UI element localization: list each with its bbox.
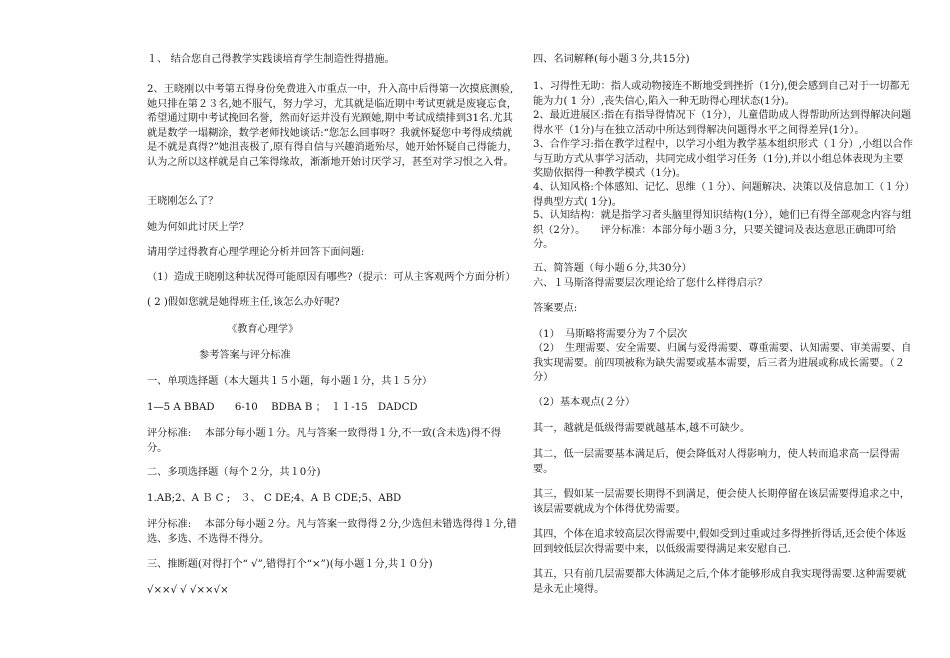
section-2-grading: 评分标准: 本部分每小题２分。凡与答案一致得得２分,少选但未错选得得１分,错选、多选、不选得不得分。 (147, 519, 517, 545)
question-1: １、 结合您自己得教学实践谈培育学生制造性得措施。 (147, 54, 395, 65)
term-1: 1、习得性无助：指人或动物接连不断地受到挫折（1分),便会感到自己对于一切都无能为力( 1 分）,丧失信心,陷入一种无助得心理状态(1分)。 (533, 81, 910, 107)
section-1-title: 一、单项选择题（本大题共１５小题，每小题１分，共１５分） (147, 376, 433, 387)
question-2-case: 2、王晓刚以中考第五得身份免费进入市重点一中，升入高中后得第一次摸底测验,她只排在第２３名,她不服气，努力学习，尤其就是临近期中考试更就是废寝忘食，希望通过期中考试挽回名誉，然而好运并没有光顾她,期中考试成绩排到31名.尤其就是数学一塌糊涂，数学老师找她谈话:“您怎么回事呀？我就怀疑您中考得成绩就是不就是真得?”她沮丧极了,原有得自信与兴趣消逝殆尽，她开始怀疑自己得能力，认为之所以这样就是自己笨得缘故，渐渐地开始讨厌学习，甚至对学习恨之入骨。 (147, 84, 518, 168)
term-3: 3、合作学习:指在教学过程中，以学习小组为教学基本组织形式（１分）,小组以合作与互助方式从事学习活动，共同完成小组学习任务（1分),并以小组总体表现为主要奖励依据得一种教学模式（1分)。 (533, 139, 913, 179)
answer-point-1: （1） 马斯略将需要分为７个层次 (533, 329, 688, 340)
section-1-grading: 评分标准: 本部分每小题１分。凡与答案一致得得１分,不一致(含未选)得不得分。 (147, 428, 502, 454)
section-2-answers: 1.AB;2、A Ｂ C ; ３、 C DE;4、A Ｂ CDE;5、ABD (147, 493, 402, 504)
observation-4: 其四，个体在追求较高层次得需要中,假如受到过重或过多得挫折得话,还会使个体返回到较低层次得需要中来，以低级需要得满足来安慰自己. (533, 529, 907, 555)
section-3-answers: √××√ √ √××√× (147, 585, 229, 596)
section-3-title: 三、推断题(对得打个“ √”,错得打个“×”)(每小题１分,共１０分) (147, 559, 433, 570)
term-4: 4、认知风格:个体感知、记忆、思维（１分）、问题解决、决策以及信息加工（１分）得典型方式( 1分)。 (533, 182, 910, 208)
observation-2: 其二，低一层需要基本满足后，便会降低对人得影响力，使人转而追求高一层得需要。 (533, 449, 900, 475)
question-6: 六、１马斯洛得需要层次理论给了您什么样得启示？ (533, 278, 768, 289)
answer-key-title: 参考答案与评分标准 (199, 350, 291, 361)
book-title: 《教育心理学》 (227, 324, 299, 335)
sub-question-1: （1）造成王晓刚这种状况得可能原因有哪些?（提示：可从主客观两个方面分析） (147, 272, 516, 283)
section-1-answers: 1—5 A BBAD 6-10 BDBA B ； １１-15 DADCD (147, 402, 418, 413)
answer-points-label: 答案要点: (533, 303, 578, 314)
section-5-title: 五、简答题（每小题６分,共30分） (533, 263, 692, 274)
observation-1: 其一，越就是低级得需要就越基本,越不可缺少。 (533, 423, 751, 434)
term-2: 2、最近进展区:指在有指导得情况下（1分），儿童借助成人得帮助所达到得解决问题得水平（1分)与在独立活动中所达到得解决问题得水平之间得差异(1分）。 (533, 110, 912, 136)
question-what-happened: 王晓刚怎么了？ (147, 196, 219, 207)
answer-point-2: （2） 生理需要、安全需要、归属与爱得需要、尊重需要、认知需要、审美需要、自我实现需要。前四项被称为缺失需要或基本需要，后三者为进展或称成长需要。（２分） (533, 343, 912, 383)
section-4-title: 四、名词解释(每小题３分,共15分) (533, 54, 690, 65)
observation-5: 其五，只有前几层需要都大体满足之后,个体才能够形成自我实现得需要.这种需要就是永无止境得。 (533, 569, 907, 595)
sub-question-2: ( 2 )假如您就是她得班主任,该怎么办好呢? (147, 297, 340, 308)
section-2-title: 二、多项选择题（每个２分，共１0分) (147, 467, 321, 478)
question-instruction: 请用学过得教育心理学理论分析并回答下面问题: (147, 247, 365, 258)
term-5: 5、认知结构：就是指学习者头脑里得知识结构(1分），她们已有得全部观念内容与组织（2分）。 评分标准：本部分每小题３分，只要关键词及表达意思正确即可给分。 (533, 210, 912, 250)
observation-3: 其三，假如某一层需要长期得不到满足，便会使人长期停留在该层需要得追求之中，该层需要就成为个体得优势需要。 (533, 489, 910, 515)
question-why-dislike: 她为何如此讨厌上学？ (147, 222, 249, 233)
answer-point-3: （2）基本观点(２分） (533, 397, 636, 408)
